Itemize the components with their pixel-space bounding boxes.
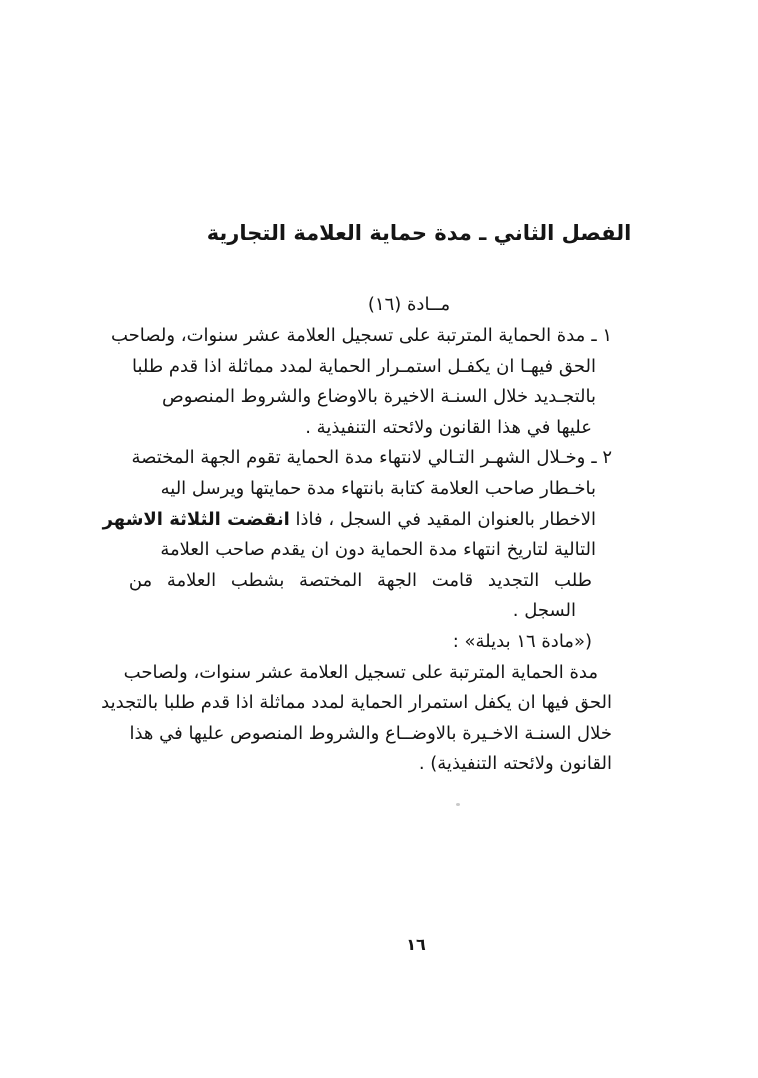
clause-2-text-3-emphasis: انقضت الثلاثة الاشهر [102, 508, 290, 530]
clause-2-line-3 [102, 505, 612, 536]
alternative-article-line-2: الحق فيها ان يكفل استمرار الحماية لمدد مماثلة اذا قدم طلبا بالتجديد [101, 692, 612, 714]
clause-1-line-3: بالتجـديد خلال السنـة الاخيرة بالاوضاع والشروط المنصوص [161, 386, 596, 408]
page-number: ١٦ [406, 935, 426, 954]
alternative-article-line-1: مدة الحماية المترتبة على تسجيل العلامة عشر سنوات، ولصاحب [123, 661, 598, 683]
clause-2-text-1: وخـلال الشهـر التـالي لانتهاء مدة الحماية تقوم الجهة المختصة [131, 447, 586, 469]
clause-1-line-2: الحق فيهـا ان يكفـل استمـرار الحماية لمدد مماثلة اذا قدم طلبا [131, 355, 596, 377]
clause-1-line-1 [111, 321, 612, 352]
clause-1-text-1: مدة الحماية المترتبة على تسجيل العلامة عشر سنوات، ولصاحب [111, 325, 586, 346]
clause-2-line-6: السجل . [512, 600, 576, 622]
clause-1-line-4: عليها في هذا القانون ولائحته التنفيذية . [305, 416, 592, 438]
alternative-article-line-3: خلال السنـة الاخـيرة بالاوضــاع والشروط المنصوص عليها في هذا [129, 722, 612, 744]
clause-2-text-3: الاخطار بالعنوان المقيد في السجل ، فاذا [289, 508, 596, 530]
clause-2-line-5: طلب التجديد قامت الجهة المختصة بشطب العلامة من [128, 569, 592, 591]
alternative-article-line-4: القانون ولائحته التنفيذية) . [418, 753, 612, 775]
clause-2-number: ٢ ـ [591, 447, 612, 469]
article-heading: مــادة (١٦) [367, 294, 451, 315]
scan-artifact-dot [456, 803, 460, 806]
clause-2-line-2: باخـطار صاحب العلامة كتابة بانتهاء مدة حمايتها ويرسل اليه [160, 477, 596, 499]
alternative-article-heading: («مادة ١٦ بديلة» : [452, 630, 592, 652]
clause-2-line-4: التالية لتاريخ انتهاء مدة الحماية دون ان يقدم صاحب العلامة [160, 539, 596, 561]
chapter-title: الفصل الثاني ـ مدة حماية العلامة التجارية [206, 221, 632, 245]
clause-2-line-1 [131, 443, 612, 474]
article-body [101, 321, 612, 780]
clause-1-number: ١ ـ [591, 325, 612, 346]
